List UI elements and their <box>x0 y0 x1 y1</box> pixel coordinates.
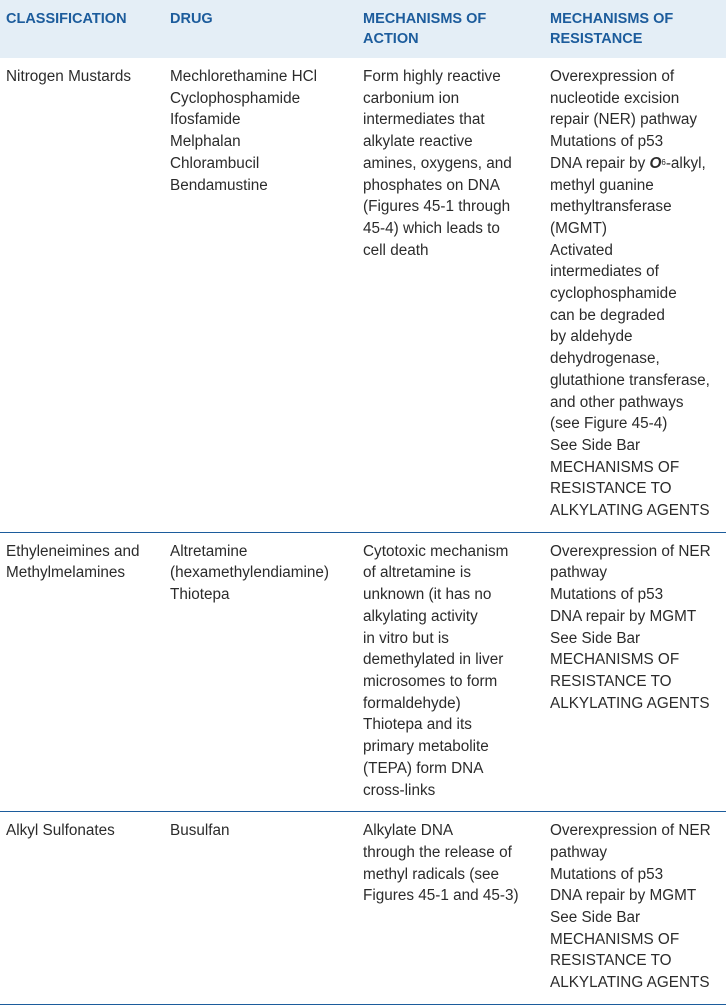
cell-classification: Ethyleneimines and Methylmelamines <box>0 532 164 811</box>
table-header <box>0 0 726 58</box>
cell-resistance: Overexpression of NER pathway Mutations of p53 DNA repair by MGMT See Side Bar MECHANISMS OF RESISTANCE TO ALKYLATING AGENTS <box>544 812 726 1005</box>
header-mechanisms-of-resistance: MECHANISMS OF RESISTANCE <box>550 11 674 47</box>
cell-drug: Busulfan <box>164 812 357 1005</box>
cell-drug: Mechlorethamine HCl Cyclophosphamide Ifosfamide Melphalan Chlorambucil Bendamustine <box>164 58 357 532</box>
header-row <box>0 0 726 58</box>
cell-resistance: Overexpression of NER pathway Mutations of p53 DNA repair by MGMT See Side Bar MECHANISMS OF RESISTANCE TO ALKYLATING AGENTS <box>544 532 726 811</box>
header-drug: DRUG <box>170 11 213 27</box>
header-classification: CLASSIFICATION <box>6 11 127 27</box>
table-row <box>0 58 726 532</box>
table-row <box>0 532 726 811</box>
cell-classification: Alkyl Sulfonates <box>0 812 164 1005</box>
table-row <box>0 812 726 1005</box>
cell-resistance: Overexpression of nucleotide excision repair (NER) pathway Mutations of p53 DNA repair by $O^6$-alkyl, methyl guanine methyltransferase (MGMT) Activated intermediates of cyclophosphamide can be degraded by aldehyde dehydrogenase, glutathione transferase, and other pathways (see Figure 45-4) See Side Bar MECHANISMS OF RESISTANCE TO ALKYLATING AGENTS <box>544 58 726 532</box>
o6-alkyl-line: DNA repair by $O^6$-alkyl, <box>550 154 706 172</box>
cell-drug: Altretamine (hexamethylendiamine) Thiotepa <box>164 532 357 811</box>
cell-classification: Nitrogen Mustards <box>0 58 164 532</box>
header-mechanisms-of-action: MECHANISMS OF ACTION <box>363 11 487 47</box>
cell-action: Form highly reactive carbonium ion intermediates that alkylate reactive amines, oxygens, and phosphates on DNA (Figures 45-1 through 45-4) which leads to cell death <box>357 58 544 532</box>
table-body <box>0 58 726 1004</box>
cell-action: Cytotoxic mechanism of altretamine is unknown (it has no alkylating activity in vitro but is demethylated in liver microsomes to form formaldehyde) Thiotepa and its primary metabolite (TEPA) form DNA cross-links <box>357 532 544 811</box>
cell-action: Alkylate DNA through the release of methyl radicals (see Figures 45-1 and 45-3) <box>357 812 544 1005</box>
